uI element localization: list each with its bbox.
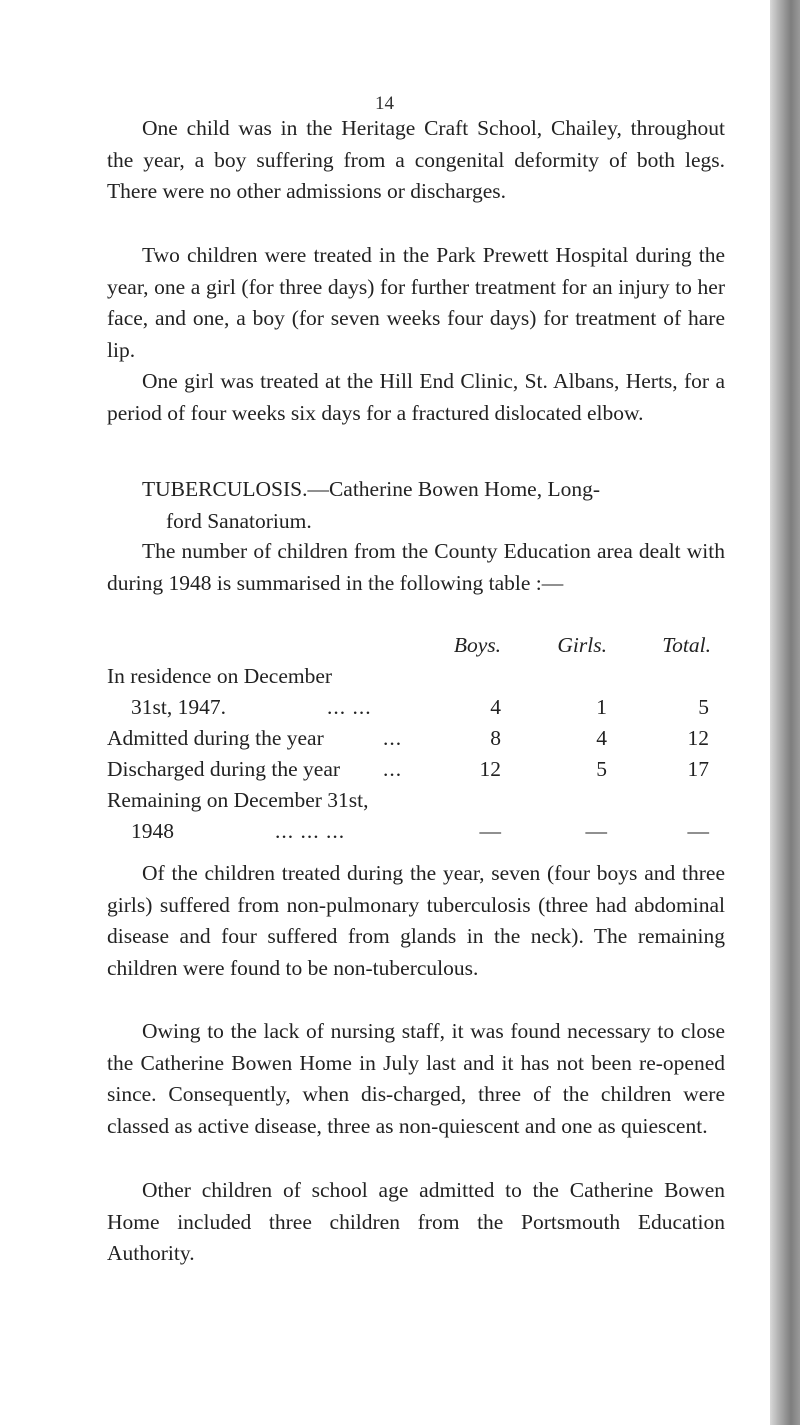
row-leader-dots: ... ... — [327, 695, 372, 719]
row-label: Admitted during the year — [107, 726, 324, 750]
col-header-girls: Girls. — [557, 633, 607, 657]
paragraph-home-closure: Owing to the lack of nursing staff, it was found necessary to close the Catherine Bowen Home in July last and it has not been re-opened since. Consequently, when dis-charged, three of the children were classed as active disease, three as non-quiescent and one as quiescent. — [107, 1019, 725, 1138]
col-header-total: Total. — [662, 633, 711, 657]
paragraph-hill-end-clinic: One girl was treated at the Hill End Clinic, St. Albans, Herts, for a period of four weeks six days for a fractured dislocated elbow. — [107, 369, 725, 425]
section-heading-tuberculosis — [142, 474, 722, 537]
paragraph-non-pulmonary: Of the children treated during the year, seven (four boys and three girls) suffered from non-pulmonary tuberculosis (three had abdominal disease and four suffered from glands in the neck). The remaining children were found to be non-tuberculous. — [107, 861, 725, 980]
paragraph-heritage-craft-school: One child was in the Heritage Craft School, Chailey, throughout the year, a boy suffering from a congenital deformity of both legs. There were no other admissions or discharges. — [107, 116, 725, 203]
heading-line-1: TUBERCULOSIS.—Catherine Bowen Home, Long- — [142, 477, 601, 501]
row-leader-dots: ... — [383, 726, 403, 750]
page-edge-shadow — [770, 0, 800, 1425]
row-leader-dots: ... ... ... — [275, 819, 346, 843]
cell-girls: 1 — [596, 695, 607, 719]
cell-total: 5 — [698, 695, 709, 719]
cell-total: 12 — [687, 726, 709, 750]
paragraph-table-intro: The number of children from the County Education area dealt with during 1948 is summarised in the following table :— — [107, 539, 725, 595]
cell-girls: — — [585, 819, 607, 843]
table-row — [107, 819, 727, 850]
row-label: Remaining on December 31st, — [107, 788, 369, 812]
paragraph-portsmouth: Other children of school age admitted to the Catherine Bowen Home included three children from the Portsmouth Education Authority. — [107, 1178, 725, 1265]
cell-boys: — — [479, 819, 501, 843]
cell-boys: 8 — [490, 726, 501, 750]
cell-total: 17 — [687, 757, 709, 781]
paragraph-park-prewett-hospital: Two children were treated in the Park Prewett Hospital during the year, one a girl (for three days) for further treatment for an injury to her face, and one, a boy (for seven weeks four days) for treatment of hare lip. — [107, 243, 725, 362]
table-row — [107, 695, 727, 726]
page-number: 14 — [375, 93, 394, 114]
row-label: 31st, 1947. — [131, 695, 226, 719]
row-label: 1948 — [131, 819, 174, 843]
row-label: In residence on December — [107, 664, 333, 688]
row-label: Discharged during the year — [107, 757, 341, 781]
cell-girls: 4 — [596, 726, 607, 750]
table-header-row — [107, 633, 727, 664]
cell-boys: 4 — [490, 695, 501, 719]
cell-boys: 12 — [479, 757, 501, 781]
summary-table — [107, 633, 727, 850]
col-header-boys: Boys. — [453, 633, 501, 657]
heading-line-2: ford Sanatorium. — [166, 508, 312, 533]
cell-girls: 5 — [596, 757, 607, 781]
cell-total: — — [687, 819, 709, 843]
table-row — [107, 726, 727, 757]
row-leader-dots: ... — [383, 757, 403, 781]
table-row — [107, 788, 727, 819]
table-row — [107, 664, 727, 695]
table-row — [107, 757, 727, 788]
